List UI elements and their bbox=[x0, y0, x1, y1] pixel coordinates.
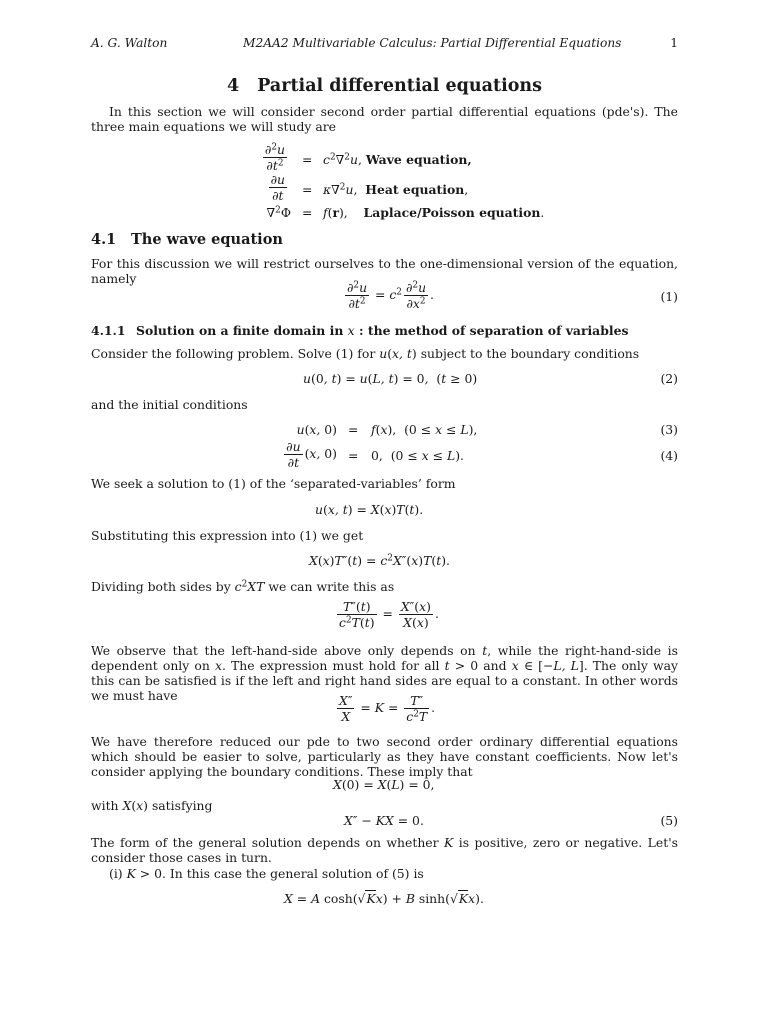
subsubsection-title: Solution on a finite domain in bbox=[136, 323, 344, 338]
satisfying-text: satisfying bbox=[151, 798, 213, 813]
observe-text: We observe that the left-hand-side above only depends on bbox=[91, 643, 476, 658]
substituted-equation: $X(x)T''(t) = c^2X''(x)T(t)$. bbox=[309, 553, 450, 568]
equation-1: $\frac{\partial^2u}{\partial t^2}$ = $c^2$ $\frac{\partial^2u}{\partial x^2}$ . (1) bbox=[347, 280, 678, 311]
document-page bbox=[91, 0, 678, 1024]
observe-text-5: . The only way this can be satisfied is if the left and right hand sides are equal to a constant. In other words we must have bbox=[91, 658, 678, 703]
general-form-text: The form of the general solution depends on whether bbox=[91, 835, 439, 850]
separation-constant-equation: $\frac{X''}{X}$ = K = $\frac{T''}{c^2T}$ . bbox=[339, 693, 436, 724]
heat-equation-row: $\frac{\partial u}{\partial t}$ = κ∇$^2$u, Heat equation, bbox=[270, 172, 469, 203]
subsection-number: 4.1 bbox=[91, 231, 117, 248]
subsubsection-method: the method of separation of variables bbox=[367, 323, 629, 338]
we-seek-text: We seek a solution to (1) of the ‘separated-variables’ form bbox=[91, 476, 456, 491]
observe-text-4: and bbox=[483, 658, 507, 673]
case-i-label: (i) bbox=[109, 866, 123, 881]
write-as-text: we can write this as bbox=[268, 579, 395, 594]
equation-number-1: (1) bbox=[660, 289, 678, 304]
section-title bbox=[91, 75, 678, 97]
subsection-title: The wave equation bbox=[131, 231, 283, 248]
separated-form-equation: u(x, t) = X(x)T(t). bbox=[315, 502, 424, 517]
equation-2: u(0, t) = u(L, t) = 0, (t ≥ 0) (2) bbox=[303, 371, 678, 386]
ratio-equation: $\frac{T''(t)}{c^2T(t)}$ = $\frac{X''(x)}{X(x)}$ . bbox=[339, 599, 439, 630]
header-page-number: 1 bbox=[670, 36, 678, 50]
equation-number-5: (5) bbox=[660, 813, 678, 828]
subsubsection-number: 4.1.1 bbox=[91, 323, 126, 338]
substituting-text: Substituting this expression into (1) we get bbox=[91, 528, 364, 543]
initial-conditions-text: and the initial conditions bbox=[91, 397, 248, 412]
general-solution-equation: X = A cosh(√Kx) + B sinh(√Kx). bbox=[284, 891, 484, 906]
consider-text: Consider the following problem. Solve (1) for bbox=[91, 346, 376, 361]
equation-number-4: (4) bbox=[660, 448, 678, 463]
observe-paragraph: We observe that the left-hand-side above only depends on t, while the right-hand-side is dependent only on x. The expression must hold for all t > 0 and x ∈ [−L, L]. The only way this can be satisfied is if the left and right hand sides are equal to a constant. In other words we must have bbox=[91, 643, 678, 703]
observe-text-3: . The expression must hold for all bbox=[221, 658, 440, 673]
laplace-equation-row: ∇$^2$Φ = f(r), Laplace/Poisson equation. bbox=[266, 205, 545, 220]
wave-equation-name: Wave equation, bbox=[365, 152, 472, 167]
with-satisfying-text: with X(x) satisfying bbox=[91, 798, 213, 813]
equation-number-2: (2) bbox=[660, 371, 678, 386]
case-i-paragraph: (i) K > 0. In this case the general solution of (5) is bbox=[109, 866, 424, 881]
equation-4: $\frac{\partial u}{\partial t}$ (x, 0) = 0, (0 ≤ x ≤ L). (4) bbox=[286, 439, 678, 470]
dividing-text: Dividing both sides by bbox=[91, 579, 231, 594]
equation-number-3: (3) bbox=[660, 422, 678, 437]
boundary-x-equation: X(0) = X(L) = 0, bbox=[333, 777, 435, 792]
header-author: A. G. Walton bbox=[91, 36, 168, 50]
reduced-paragraph: We have therefore reduced our pde to two second order ordinary differential equations which should be easier to solve, particularly as they have constant coefficients. Now let's consider applying the boundary conditions. These imply that bbox=[91, 734, 678, 779]
section-title-text: Partial differential equations bbox=[257, 76, 542, 96]
general-form-paragraph: The form of the general solution depends on whether K is positive, zero or negative. Let's consider those cases in turn. bbox=[91, 835, 678, 865]
equation-3: u(x, 0) = f(x), (0 ≤ x ≤ L), (3) bbox=[296, 422, 678, 437]
section-number: 4 bbox=[227, 76, 240, 96]
wave-intro-paragraph: For this discussion we will restrict ourselves to the one-dimensional version of the equation, namely bbox=[91, 256, 678, 286]
subject-text: subject to the boundary conditions bbox=[420, 346, 640, 361]
subsubsection-heading: 4.1.1 Solution on a finite domain in x : the method of separation of variables bbox=[91, 323, 629, 338]
wave-equation-row: $\frac{\partial^2u}{\partial t^2}$ = $c^2\nabla^2u$, Wave equation, bbox=[264, 142, 472, 173]
case-i-text: . In this case the general solution of (5) is bbox=[162, 866, 424, 881]
laplace-equation-name: Laplace/Poisson equation bbox=[363, 205, 541, 220]
general-form-text-2: is positive, zero or negative. Let's consider those cases in turn. bbox=[91, 835, 678, 865]
with-text: with bbox=[91, 798, 119, 813]
intro-paragraph: In this section we will consider second order partial differential equations (pde's). The three main equations we will study are bbox=[91, 104, 678, 134]
header-course: M2AA2 Multivariable Calculus: Partial Differential Equations bbox=[243, 36, 622, 50]
heat-equation-name: Heat equation bbox=[365, 182, 465, 197]
subsection-heading bbox=[91, 231, 283, 249]
running-header bbox=[91, 36, 678, 52]
dividing-paragraph: Dividing both sides by $c^2XT$ we can write this as bbox=[91, 579, 395, 594]
equation-5: X″ − KX = 0. (5) bbox=[344, 813, 678, 828]
observe-text-2: , while the right-hand-side is dependent only on bbox=[91, 643, 678, 673]
consider-paragraph: Consider the following problem. Solve (1) for u(x, t) subject to the boundary conditions bbox=[91, 346, 640, 361]
